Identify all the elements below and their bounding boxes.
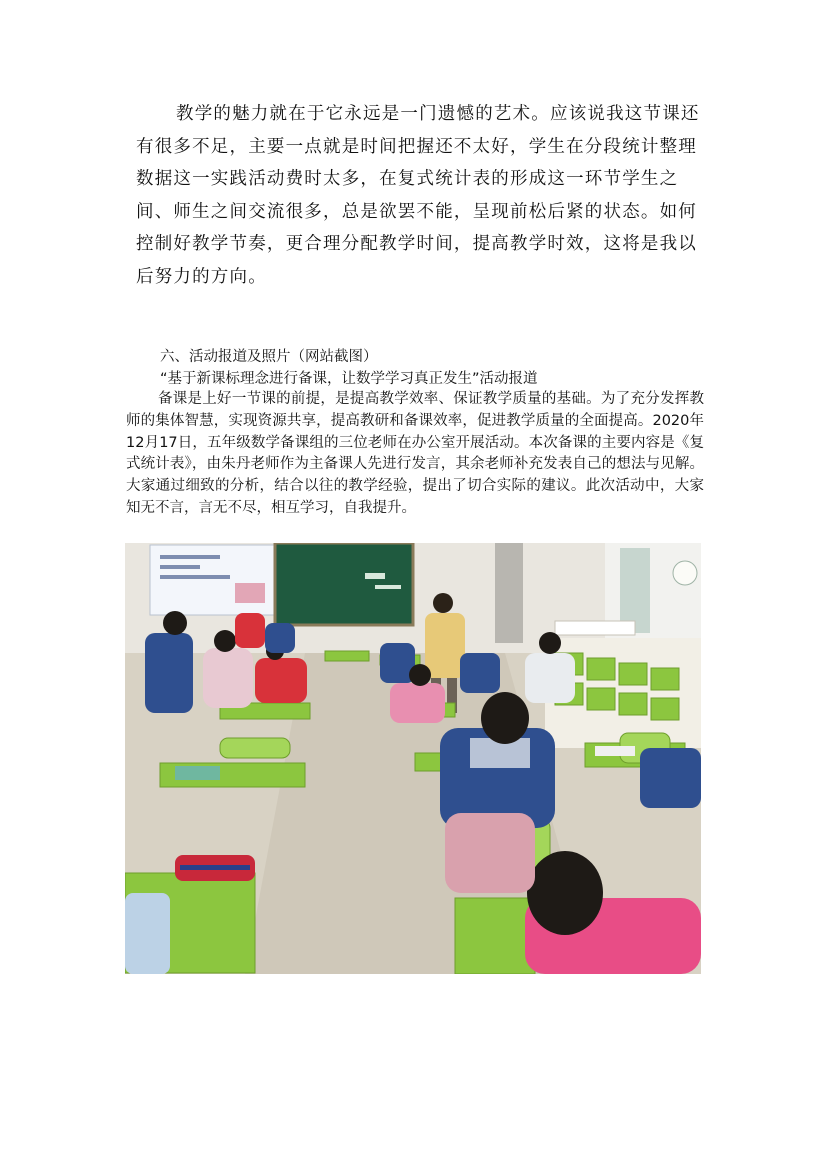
- reflection-text: 教学的魅力就在于它永远是一门遗憾的艺术。应该说我这节课还有很多不足，主要一点就是时间把握还不太好，学生在分段统计整理数据这一实践活动费时太多，在复式统计表的形成这一环节学生之间、师生之间交流很多，总是欲罢不能，呈现前松后紧的状态。如何控制好教学节奏，更合理分配教学时间，提高教学时效，这将是我以后努力的方向。: [136, 104, 700, 287]
- classroom-photo-illustration: [125, 543, 701, 974]
- reflection-paragraph: [136, 98, 706, 293]
- report-title: “基于新课标理念进行备课，让数学学习真正发生”活动报道: [160, 371, 538, 387]
- classroom-photo: [125, 543, 701, 974]
- section-heading: 六、活动报道及照片（网站截图）: [160, 349, 378, 365]
- report-body: 备课是上好一节课的前提，是提高教学效率、保证教学质量的基础。为了充分发挥教师的集体智慧，实现资源共享，提高教研和备课效率，促进教学质量的全面提高。2020年12月17日，五年级数学备课组的三位老师在办公室开展活动。本次备课的主要内容是《复式统计表》，由朱丹老师作为主备课人先进行发言，其余老师补充发表自己的想法与见解。大家通过细致的分析，结合以往的教学经验，提出了切合实际的建议。此次活动中，大家知无不言，言无不尽，相互学习，自我提升。: [126, 391, 704, 516]
